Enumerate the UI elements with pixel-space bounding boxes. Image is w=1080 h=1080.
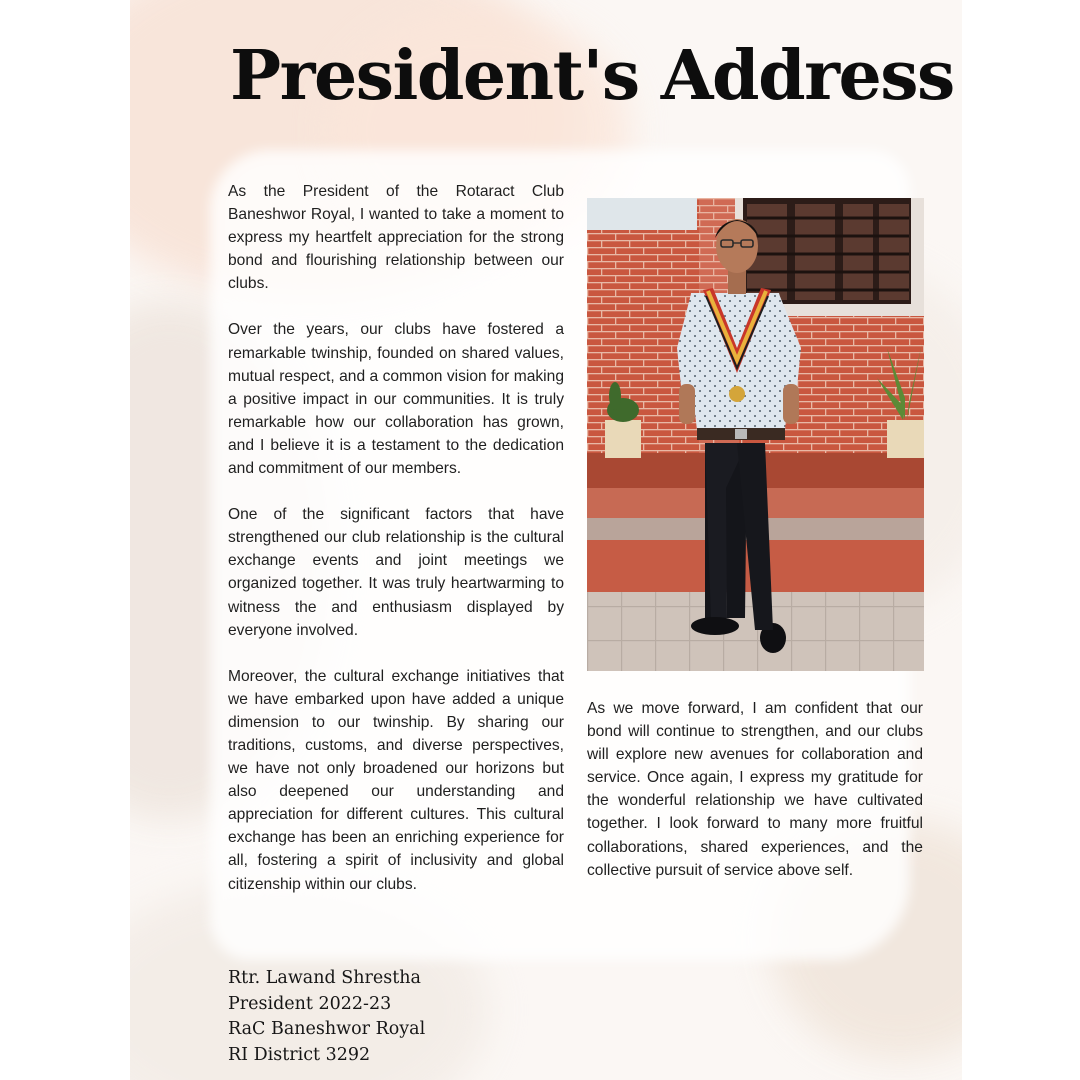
signature-district: RI District 3292	[228, 1044, 371, 1065]
signature-block	[228, 966, 425, 1068]
left-text-column	[228, 180, 564, 919]
paragraph: As we move forward, I am confident that our bond will continue to strengthen, and our clubs will explore new avenues for collaboration and service. Once again, I express my gratitude for the wonderful relationship we have cultivated together. I look forward to many more fruitful collaborations, shared experiences, and the collective pursuit of service above self.	[587, 700, 923, 879]
paragraph: One of the significant factors that have strengthened our club relationship is the cultural exchange events and joint meetings we organized together. It was truly heartwarming to witness the and enthusiasm displayed by everyone involved.	[228, 506, 564, 639]
portrait-illustration	[587, 198, 924, 671]
signature-club: RaC Baneshwor Royal	[228, 1019, 426, 1039]
paragraph: As the President of the Rotaract Club Baneshwor Royal, I wanted to take a moment to express my heartfelt appreciation for the strong bond and flourishing relationship between our clubs.	[228, 183, 564, 293]
signature-role: President 2022-23	[228, 993, 392, 1014]
president-portrait-photo	[587, 198, 924, 671]
paragraph: Over the years, our clubs have fostered a remarkable twinship, founded on shared values, mutual respect, and a common vision for making a positive impact in our communities. It is truly remarkable how our collaboration has grown, and I believe it is a testament to the dedication and commitment of our members.	[228, 321, 564, 478]
signature-name: Rtr. Lawand Shrestha	[228, 968, 421, 988]
page-title: President's Address	[230, 36, 954, 116]
paragraph: Moreover, the cultural exchange initiatives that we have embarked upon have added a unique dimension to our twinship. By sharing our traditions, customs, and diverse perspectives, we have not only broadened our horizons but also deepened our understanding and appreciation for different cultures. This cultural exchange has been an enriching experience for all, fostering a spirit of inclusivity and global citizenship within our clubs.	[228, 667, 564, 893]
right-text-column	[587, 697, 923, 905]
